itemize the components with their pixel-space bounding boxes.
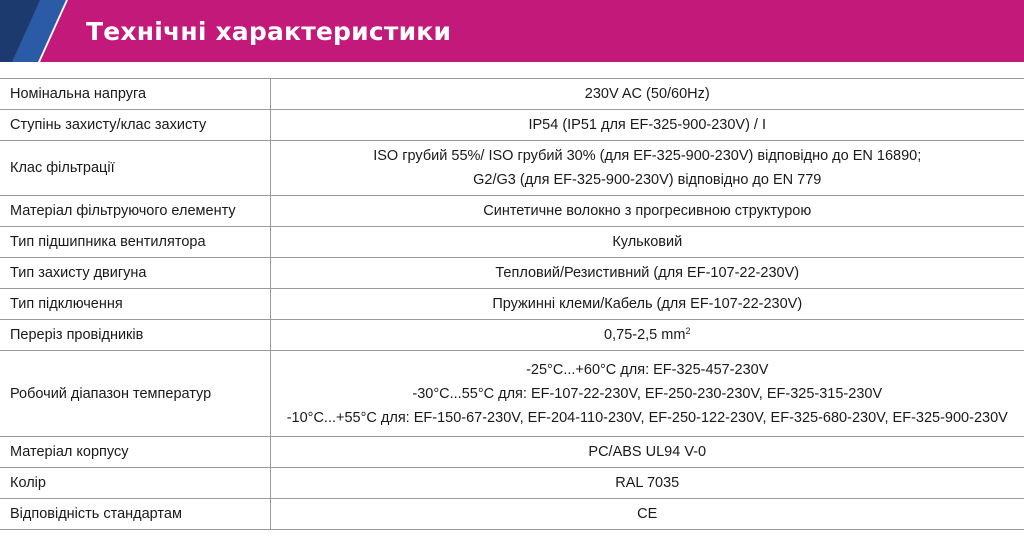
superscript: 2 — [685, 326, 691, 336]
spec-value-standards: CE — [270, 499, 1024, 530]
spec-value-bearing: Кульковий — [270, 227, 1024, 258]
spec-value-connection: Пружинні клеми/Кабель (для EF-107-22-230V) — [270, 289, 1024, 320]
spec-label-connection: Тип підключення — [0, 289, 270, 320]
table-row — [0, 141, 1024, 196]
spec-label-wire-section: Переріз провідників — [0, 320, 270, 351]
spec-label-filter-material: Матеріал фільтруючого елементу — [0, 196, 270, 227]
spec-value-motor-protection: Тепловий/Резистивний (для EF-107-22-230V) — [270, 258, 1024, 289]
spec-label-color: Колір — [0, 468, 270, 499]
spec-value-housing: PC/ABS UL94 V-0 — [270, 437, 1024, 468]
spec-value-temperature: -25°C...+60°C для: EF-325-457-230V -30°C...55°C для: EF-107-22-230V, EF-250-230-230V, EF-325-315-230V -10°C...+55°C для: EF-150-67-230V, EF-204-110-230V, EF-250-122-230V, EF-325-680-230V, EF-325-900-230V — [270, 351, 1024, 437]
spec-value-voltage: 230V AC (50/60Hz) — [270, 79, 1024, 110]
spec-label-standards: Відповідність стандартам — [0, 499, 270, 530]
spec-value-protection: IP54 (IP51 для EF-325-900-230V) / I — [270, 110, 1024, 141]
table-row — [0, 320, 1024, 351]
spec-label-filtration: Клас фільтрації — [0, 141, 270, 196]
section-title: Технічні характеристики — [86, 17, 452, 46]
spec-label-temperature: Робочий діапазон температур — [0, 351, 270, 437]
table-row — [0, 289, 1024, 320]
table-row — [0, 227, 1024, 258]
spec-value-wire-section: 0,75-2,5 $mm^2$ — [270, 320, 1024, 351]
table-row — [0, 110, 1024, 141]
table-row — [0, 499, 1024, 530]
table-row — [0, 468, 1024, 499]
spec-label-voltage: Номінальна напруга — [0, 79, 270, 110]
section-header — [0, 0, 1024, 62]
table-row — [0, 79, 1024, 110]
table-row — [0, 351, 1024, 437]
spec-label-protection: Ступінь захисту/клас захисту — [0, 110, 270, 141]
spec-label-bearing: Тип підшипника вентилятора — [0, 227, 270, 258]
table-row — [0, 258, 1024, 289]
specs-table — [0, 78, 1024, 530]
spec-value-filter-material: Синтетичне волокно з прогресивною структурою — [270, 196, 1024, 227]
spec-label-motor-protection: Тип захисту двигуна — [0, 258, 270, 289]
table-row — [0, 196, 1024, 227]
spec-value-color: RAL 7035 — [270, 468, 1024, 499]
spec-label-housing: Матеріал корпусу — [0, 437, 270, 468]
table-row — [0, 437, 1024, 468]
spec-value-filtration: ISO грубий 55%/ ISO грубий 30% (для EF-325-900-230V) відповідно до EN 16890; G2/G3 (для EF-325-900-230V) відповідно до EN 779 — [270, 141, 1024, 196]
